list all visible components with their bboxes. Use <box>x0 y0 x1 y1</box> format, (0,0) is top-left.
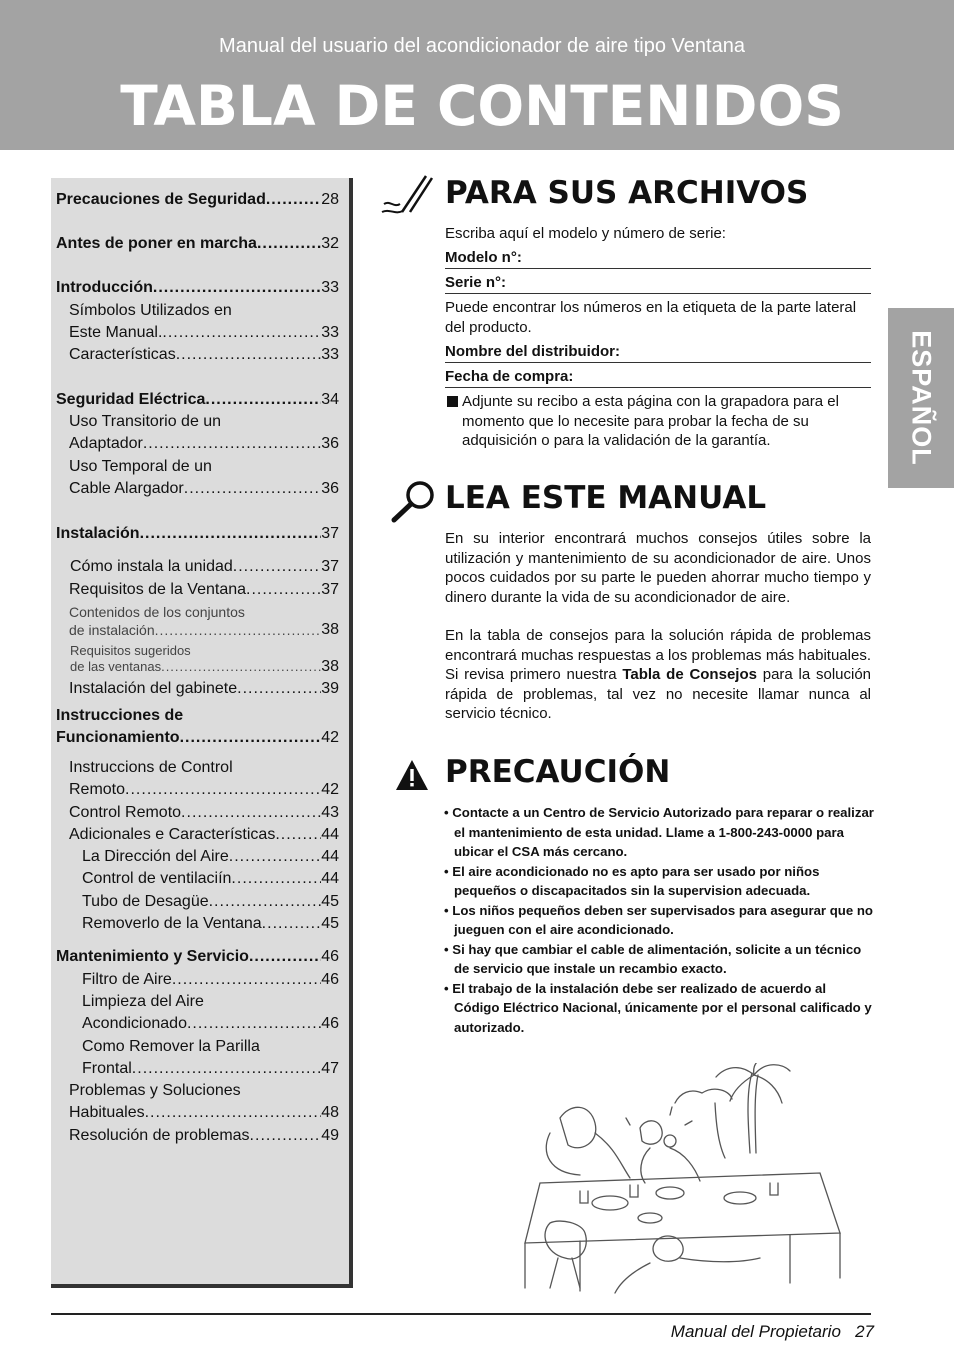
toc-entry-text: Instruccions de Control <box>69 759 233 776</box>
toc-entry[interactable]: Control de ventilaciín ..... 44 <box>82 869 339 889</box>
list-item: • El trabajo de la instalación debe ser realizado de acuerdo al Código Eléctrico Nacional, únicamente por el personal calificado y autorizado. <box>444 980 872 1035</box>
table-of-contents <box>51 178 353 1288</box>
footer: Manual del Propietario 27 <box>670 1322 874 1341</box>
archivos-adjunte: Adjunte su recibo a esta página con la grapadora para el momento que lo necesite para probar la fecha de su adquisición o para la validación de la garantía. <box>462 393 839 449</box>
toc-entry[interactable]: Funcionamiento ..... 42 <box>56 728 339 748</box>
toc-entry[interactable]: Resolución de problemas ..... 49 <box>69 1126 339 1146</box>
toc-entry-text: Uso Transitorio de un <box>69 413 222 430</box>
footer-rule <box>51 1313 871 1315</box>
toc-entry[interactable]: Cable Alargador ..... 36 <box>69 479 339 499</box>
language-tab <box>888 308 954 488</box>
toc-entry[interactable]: Este Manual. ..... 33 <box>69 323 339 343</box>
toc-entry-text: Limpieza del Aire <box>82 993 204 1010</box>
toc-entry[interactable]: de las ventanas ..... 38 <box>70 657 339 677</box>
toc-entry[interactable]: Control Remoto ..... 43 <box>69 803 339 823</box>
toc-entry[interactable]: Adaptador ..... 36 <box>69 434 339 454</box>
toc-entry[interactable]: Tubo de Desagüe ..... 45 <box>82 892 339 912</box>
fecha-field[interactable]: Fecha de compra: <box>445 368 871 388</box>
toc-entry[interactable]: Instalación ..... 37 <box>56 524 339 544</box>
toc-entry[interactable]: Removerlo de la Ventana ..... 45 <box>82 914 339 934</box>
distribuidor-field[interactable]: Nombre del distribuidor: <box>445 343 871 363</box>
toc-entry[interactable]: Remoto ..... 42 <box>69 780 339 800</box>
archivos-etiqueta: Puede encontrar los números en la etiqueta de la parte lateral del producto. <box>445 299 857 336</box>
pen-icon <box>380 172 440 220</box>
archivos-title: PARA SUS ARCHIVOS <box>445 175 809 211</box>
header-subtitle: Manual del usuario del acondicionador de aire tipo Ventana <box>219 35 745 57</box>
toc-entry[interactable]: Cómo instala la unidad ..... 37 <box>70 557 339 577</box>
precaucion-title: PRECAUCIÓN <box>445 754 671 790</box>
toc-entry[interactable]: Introducción ..... 33 <box>56 278 339 298</box>
toc-entry[interactable]: de instalación ..... 38 <box>69 620 339 640</box>
page-number: 27 <box>855 1322 874 1341</box>
list-item: • Si hay que cambiar el cable de alimentación, solicite a un técnico de servicio que instale un recambio exacto. <box>444 941 862 976</box>
archivos-intro: Escriba aquí el modelo y número de serie: <box>445 225 726 242</box>
toc-entry[interactable]: La Dirección del Aire ..... 44 <box>82 847 339 867</box>
language-tab-label: ESPAÑOL <box>906 330 937 466</box>
list-item: • El aire acondicionado no es apto para ser usado por niños pequeños o discapacitados sin la supervision adecuada. <box>444 863 820 898</box>
magnifier-icon <box>388 478 440 524</box>
toc-entry[interactable]: Seguridad Eléctrica ..... 34 <box>56 390 339 410</box>
toc-entry-text: Requisitos sugeridos <box>70 643 191 658</box>
square-bullet-icon <box>447 396 458 407</box>
header-banner <box>0 0 954 150</box>
list-item: • Contacte a un Centro de Servicio Autorizado para reparar o realizar el mantenimiento de esta unidad. Llame a 1-800-243-0000 para ubicar el CSA más cercano. <box>444 805 874 859</box>
toc-entry-text: Problemas y Soluciones <box>69 1082 241 1099</box>
toc-entry[interactable]: Adicionales e Características ..... 44 <box>69 825 339 845</box>
serie-field[interactable]: Serie n°: <box>445 274 871 294</box>
manual-p2: En la tabla de consejos para la solución rápida de problemas encontrará muchas respuestas a los problemas más habituales. Si revisa primero nuestra Tabla de Consejos para la solución rápida de problemas, tal vez no necesite llamar nunca al servicio técnico. <box>445 627 872 722</box>
warning-icon <box>394 758 430 792</box>
toc-entry[interactable]: Requisitos de la Ventana ..... 37 <box>69 580 339 600</box>
page-title: TABLA DE CONTENIDOS <box>120 74 844 138</box>
toc-entry-text: Símbolos Utilizados en <box>69 302 232 319</box>
precaucion-list <box>444 803 874 1037</box>
manual-title: LEA ESTE MANUAL <box>445 480 767 516</box>
toc-entry[interactable]: Instalación del gabinete ..... 39 <box>69 679 339 699</box>
toc-entry[interactable]: Filtro de Aire ..... 46 <box>82 970 339 990</box>
toc-entry[interactable]: Habituales ..... 48 <box>69 1103 339 1123</box>
toc-entry[interactable]: Acondicionado ..... 46 <box>82 1014 339 1034</box>
toc-entry[interactable]: Características ..... 33 <box>69 345 339 365</box>
toc-entry-text: Uso Temporal de un <box>69 458 212 475</box>
toc-entry[interactable]: Precauciones de Seguridad ..... 28 <box>56 190 339 210</box>
manual-p1: En su interior encontrará muchos consejos útiles sobre la utilización y mantenimiento de su acondicionador de aire. Unos pocos cuidados por su parte le pueden ahorrar mucho tiempo y dinero durante la vida de su acondicionador de aire. <box>445 530 871 606</box>
toc-entry-text: Como Remover la Parilla <box>82 1038 260 1055</box>
modelo-field[interactable]: Modelo n°: <box>445 249 871 269</box>
toc-entry-text: Instrucciones de <box>56 707 184 724</box>
toc-entry[interactable]: Mantenimiento y Servicio ..... 46 <box>56 947 339 967</box>
list-item: • Los niños pequeños deben ser supervisados para asegurar que no jueguen con el aire acondicionado. <box>444 902 873 937</box>
picnic-illustration <box>520 1063 850 1298</box>
toc-entry-text: Contenidos de los conjuntos <box>69 604 245 620</box>
toc-entry[interactable]: Antes de poner en marcha ..... 32 <box>56 234 339 254</box>
toc-entry[interactable]: Frontal ..... 47 <box>82 1059 339 1079</box>
